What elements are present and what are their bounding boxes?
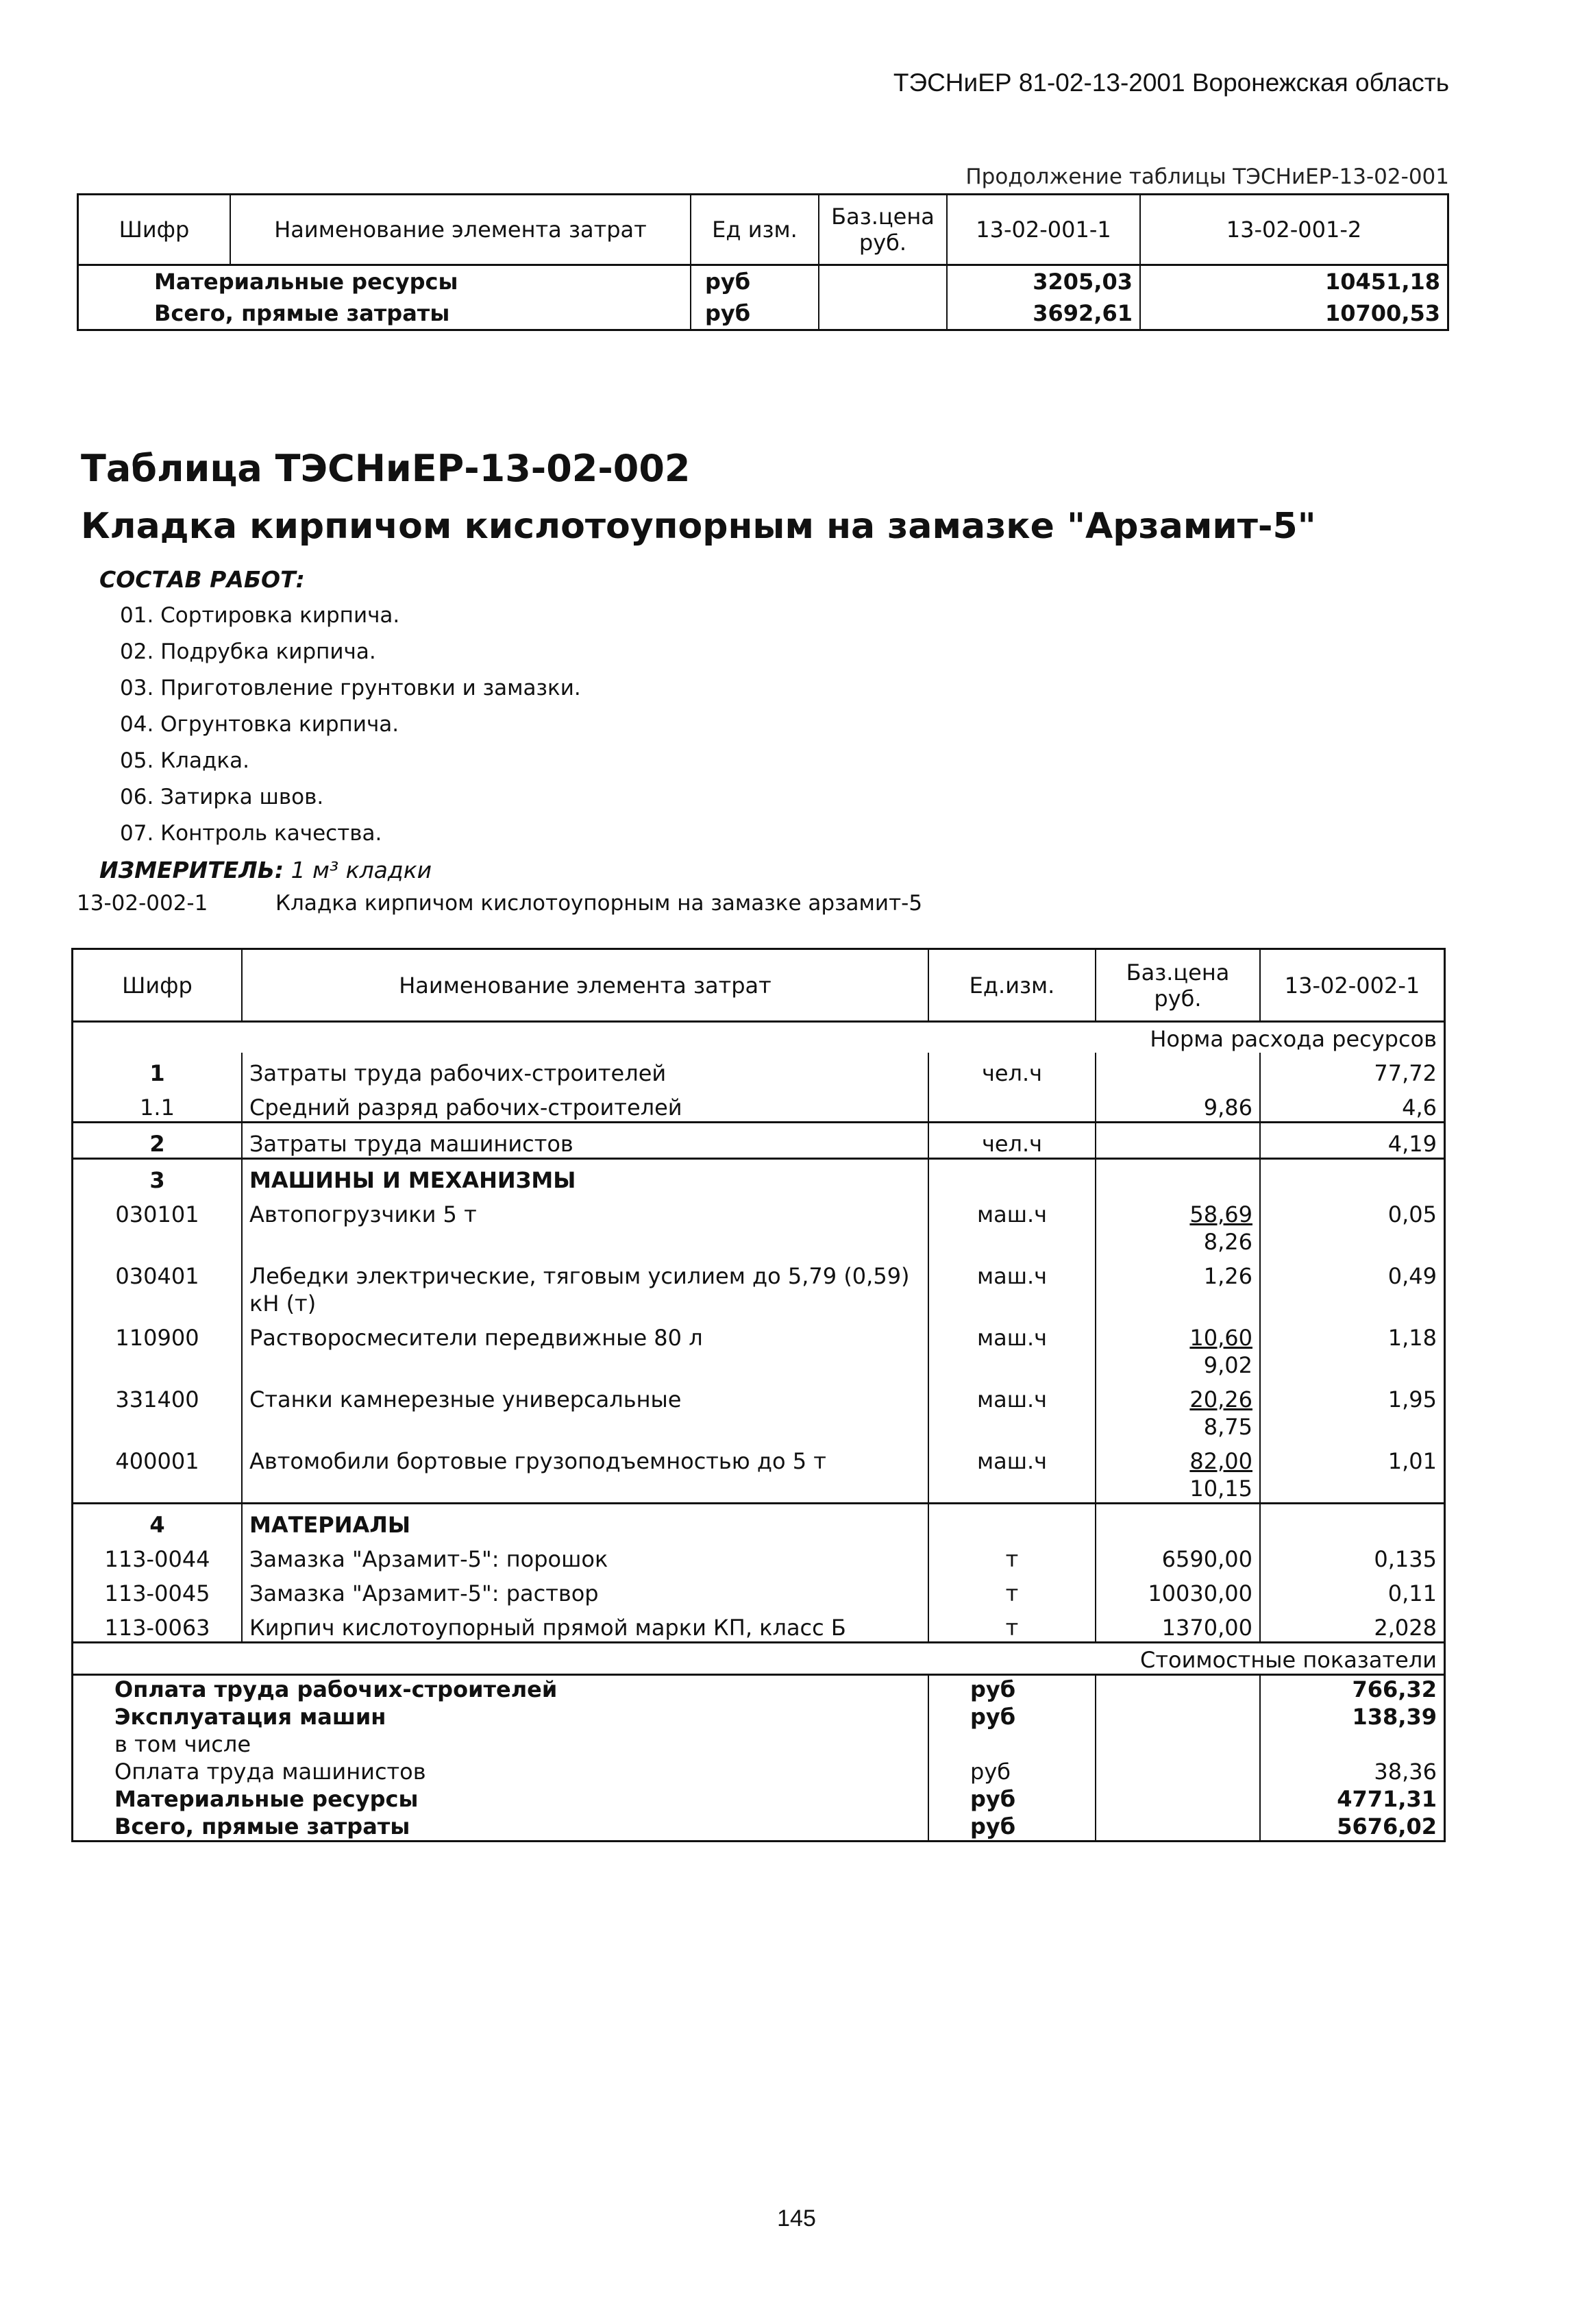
row-price	[1096, 1087, 1260, 1123]
cost-caption-row	[73, 1643, 1445, 1675]
row-unit: маш.ч	[928, 1317, 1096, 1379]
row-unit: маш.ч	[928, 1441, 1096, 1504]
row-code: 3	[73, 1159, 243, 1195]
summary-row	[73, 1703, 1445, 1730]
row-unit: чел.ч	[928, 1123, 1096, 1159]
measure-label: ИЗМЕРИТЕЛЬ:	[99, 857, 284, 883]
summary-name: в том числе	[73, 1730, 929, 1758]
row-price	[1096, 1539, 1260, 1573]
summary-name: Эксплуатация машин	[73, 1703, 929, 1730]
item-name: Кладка кирпичом кислотоупорным на замазке арзамит-5	[275, 891, 923, 916]
row-value: 0,11	[1387, 1580, 1437, 1606]
work-item: 07. Контроль качества.	[120, 821, 382, 846]
table-title: Таблица ТЭСНиЕР-13-02-002	[81, 447, 691, 490]
summary-price	[1096, 1730, 1260, 1758]
row-name: Кирпич кислотоупорный прямой марки КП, класс Б	[242, 1607, 928, 1643]
row-price	[1096, 1379, 1260, 1441]
price-secondary: 10,15	[1189, 1476, 1252, 1502]
row-value: 4,19	[1260, 1123, 1445, 1159]
price-primary: 58,69	[1189, 1201, 1252, 1227]
summary-name: Оплата труда рабочих-строителей	[73, 1675, 929, 1704]
row-code: 030401	[73, 1256, 243, 1317]
row-name: Растворосмесители передвижные 80 л	[242, 1317, 928, 1379]
norm-caption-row	[73, 1022, 1445, 1053]
price-primary: 1370,00	[1161, 1615, 1252, 1641]
row-value: 10700,53	[1324, 300, 1440, 326]
row-value: 1,18	[1387, 1325, 1437, 1351]
row-price	[1096, 1504, 1260, 1539]
row-unit: чел.ч	[928, 1053, 1096, 1087]
cost-caption: Стоимостные показатели	[73, 1643, 1445, 1675]
summary-row	[73, 1730, 1445, 1758]
summary-unit: руб	[928, 1758, 1096, 1785]
work-heading: СОСТАВ РАБОТ:	[99, 566, 305, 593]
row-value	[1260, 1504, 1445, 1539]
price-primary: 1,26	[1203, 1263, 1252, 1289]
summary-name: Материальные ресурсы	[73, 1785, 929, 1813]
row-value: 10451,18	[1324, 269, 1440, 295]
row-unit: т	[928, 1607, 1096, 1643]
summary-value	[1260, 1730, 1445, 1758]
row-code: 4	[73, 1504, 243, 1539]
summary-price	[1096, 1758, 1260, 1785]
item-line	[77, 891, 922, 916]
column-header: Шифр	[78, 195, 231, 265]
row-unit: маш.ч	[928, 1194, 1096, 1256]
table-row	[73, 1123, 1445, 1159]
price-secondary: 9,02	[1203, 1352, 1252, 1378]
table-row	[73, 1504, 1445, 1539]
price-primary: 20,26	[1189, 1386, 1252, 1412]
work-item: 04. Огрунтовка кирпича.	[120, 712, 399, 737]
summary-name: Оплата труда машинистов	[73, 1758, 929, 1785]
row-value: 0,49	[1387, 1263, 1437, 1289]
row-name: Материальные ресурсы	[78, 265, 691, 298]
table-row	[73, 1194, 1445, 1256]
table-row	[73, 1317, 1445, 1379]
price-primary: 10,60	[1189, 1325, 1252, 1351]
summary-name: Всего, прямые затраты	[73, 1813, 929, 1842]
table-row	[73, 1053, 1445, 1087]
table-row	[73, 1607, 1445, 1643]
measure-value: 1 м³ кладки	[291, 857, 432, 883]
measure-line	[99, 857, 432, 883]
price-secondary: 8,75	[1203, 1414, 1252, 1440]
row-unit: руб	[691, 297, 819, 330]
row-unit	[928, 1159, 1096, 1195]
column-header: 13-02-001-1	[947, 195, 1140, 265]
row-value	[1260, 1159, 1445, 1195]
table-row	[73, 1539, 1445, 1573]
summary-unit: руб	[928, 1785, 1096, 1813]
summary-unit: руб	[928, 1675, 1096, 1704]
row-price	[1096, 1194, 1260, 1256]
price-primary: 6590,00	[1161, 1546, 1252, 1572]
norm-caption: Норма расхода ресурсов	[73, 1022, 1445, 1053]
work-item: 06. Затирка швов.	[120, 785, 324, 809]
row-price	[1096, 1441, 1260, 1504]
column-header: Наименование элемента затрат	[230, 195, 691, 265]
row-code: 400001	[73, 1441, 243, 1504]
row-name: МАТЕРИАЛЫ	[242, 1504, 928, 1539]
row-name: Всего, прямые затраты	[78, 297, 691, 330]
summary-row	[73, 1813, 1445, 1842]
table-row	[78, 265, 1448, 298]
table-row	[73, 1087, 1445, 1123]
summary-row	[73, 1675, 1445, 1704]
row-price	[1096, 1256, 1260, 1317]
summary-row	[73, 1785, 1445, 1813]
table-row	[73, 1441, 1445, 1504]
row-name: Затраты труда рабочих-строителей	[242, 1053, 928, 1087]
summary-value: 4771,31	[1337, 1786, 1437, 1812]
row-unit: т	[928, 1573, 1096, 1607]
row-price	[1096, 1317, 1260, 1379]
row-unit: т	[928, 1539, 1096, 1573]
row-name: Автомобили бортовые грузоподъемностью до 5 т	[242, 1441, 928, 1504]
row-price	[819, 265, 947, 298]
row-price	[1096, 1607, 1260, 1643]
row-value: 1,95	[1387, 1386, 1437, 1412]
row-code: 1	[73, 1053, 243, 1087]
summary-price	[1096, 1813, 1260, 1842]
work-item: 01. Сортировка кирпича.	[120, 603, 400, 628]
column-header: Шифр	[73, 949, 243, 1022]
summary-price	[1096, 1703, 1260, 1730]
item-code: 13-02-002-1	[77, 891, 208, 916]
row-name: МАШИНЫ И МЕХАНИЗМЫ	[242, 1159, 928, 1195]
table-row	[78, 297, 1448, 330]
column-header: Ед изм.	[691, 195, 819, 265]
row-code: 331400	[73, 1379, 243, 1441]
row-value: 0,135	[1374, 1546, 1437, 1572]
row-value: 0,05	[1387, 1201, 1437, 1227]
table-row	[73, 1256, 1445, 1317]
row-code: 2	[73, 1123, 243, 1159]
price-primary: 10030,00	[1148, 1580, 1252, 1606]
work-item: 02. Подрубка кирпича.	[120, 639, 376, 664]
row-value: 1,01	[1387, 1448, 1437, 1474]
page-header: ТЭСНиЕР 81-02-13-2001 Воронежская область	[893, 69, 1449, 97]
summary-row	[73, 1758, 1445, 1785]
summary-price	[1096, 1785, 1260, 1813]
row-unit	[928, 1504, 1096, 1539]
column-header: Наименование элемента затрат	[242, 949, 928, 1022]
row-name: Замазка "Арзамит-5": порошок	[242, 1539, 928, 1573]
row-value: 2,028	[1374, 1615, 1437, 1641]
price-primary: 82,00	[1189, 1448, 1252, 1474]
row-price	[1096, 1159, 1260, 1195]
row-price	[1096, 1573, 1260, 1607]
summary-value: 766,32	[1260, 1675, 1445, 1704]
page-number: 145	[777, 2205, 816, 2231]
column-header: 13-02-002-1	[1260, 949, 1445, 1022]
row-name: Станки камнерезные универсальные	[242, 1379, 928, 1441]
summary-unit: руб	[928, 1703, 1096, 1730]
row-unit	[928, 1087, 1096, 1123]
row-code: 1.1	[73, 1087, 243, 1123]
row-code: 030101	[73, 1194, 243, 1256]
price-primary: 9,86	[1203, 1094, 1252, 1121]
row-value: 77,72	[1374, 1060, 1437, 1086]
row-value: 3692,61	[947, 297, 1140, 330]
work-item: 05. Кладка.	[120, 748, 249, 773]
row-name: Затраты труда машинистов	[242, 1123, 928, 1159]
row-price	[819, 297, 947, 330]
price-secondary: 8,26	[1203, 1229, 1252, 1255]
summary-value: 38,36	[1374, 1759, 1437, 1785]
row-code: 110900	[73, 1317, 243, 1379]
row-price	[1096, 1053, 1260, 1087]
table-row	[73, 1573, 1445, 1607]
row-name: Замазка "Арзамит-5": раствор	[242, 1573, 928, 1607]
row-name: Средний разряд рабочих-строителей	[242, 1087, 928, 1123]
summary-unit: руб	[928, 1813, 1096, 1842]
row-unit: маш.ч	[928, 1379, 1096, 1441]
table-row	[73, 1379, 1445, 1441]
row-value: 4,6	[1402, 1094, 1437, 1121]
summary-price	[1096, 1675, 1260, 1704]
row-price	[1096, 1123, 1260, 1159]
row-value: 3205,03	[947, 265, 1140, 298]
row-unit: маш.ч	[928, 1256, 1096, 1317]
column-header: Баз.цена руб.	[1096, 949, 1260, 1022]
row-unit: руб	[691, 265, 819, 298]
row-name: Автопогрузчики 5 т	[242, 1194, 928, 1256]
table-subtitle: Кладка кирпичом кислотоупорным на замазке "Арзамит-5"	[81, 506, 1316, 547]
summary-unit	[928, 1730, 1096, 1758]
row-name: Лебедки электрические, тяговым усилием до 5,79 (0,59) кН (т)	[242, 1256, 928, 1317]
continuation-table	[77, 193, 1449, 331]
column-header: Баз.цена руб.	[819, 195, 947, 265]
summary-value: 5676,02	[1337, 1813, 1437, 1839]
summary-value: 138,39	[1352, 1704, 1437, 1730]
row-code: 113-0045	[73, 1573, 243, 1607]
row-code: 113-0063	[73, 1607, 243, 1643]
work-item: 03. Приготовление грунтовки и замазки.	[120, 676, 581, 700]
main-table	[71, 948, 1446, 1842]
continuation-caption: Продолжение таблицы ТЭСНиЕР-13-02-001	[965, 164, 1449, 189]
column-header: 13-02-001-2	[1140, 195, 1448, 265]
row-code: 113-0044	[73, 1539, 243, 1573]
column-header: Ед.изм.	[928, 949, 1096, 1022]
work-list	[120, 598, 581, 852]
table-row	[73, 1159, 1445, 1195]
